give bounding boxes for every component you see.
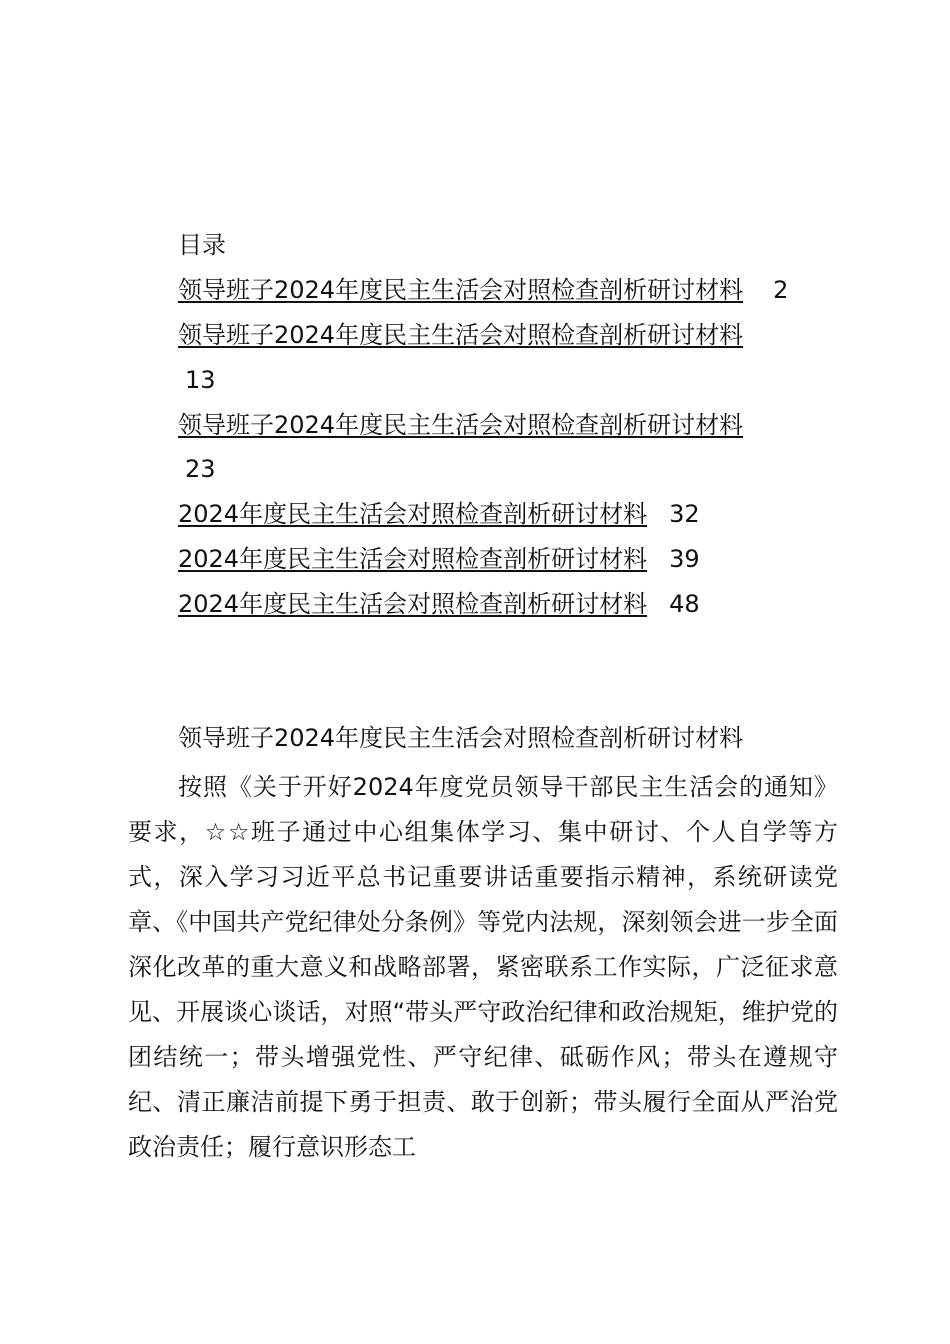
toc-entry-5[interactable] <box>178 543 700 575</box>
toc-page-number: 32 <box>669 500 700 528</box>
toc-entry-text: 2024年度民主生活会对照检查剖析研讨材料 <box>178 500 648 528</box>
toc-page-number: 23 <box>185 455 216 483</box>
toc-entry-2-continued[interactable] <box>128 364 216 396</box>
toc-entry-4[interactable] <box>178 498 700 530</box>
toc-entry-text: 领导班子2024年度民主生活会对照检查剖析研讨材料 <box>178 321 744 349</box>
toc-link-2[interactable] <box>178 321 743 349</box>
toc-link-4[interactable] <box>178 500 700 528</box>
article-title: 领导班子2024年度民主生活会对照检查剖析研讨材料 <box>178 724 744 752</box>
toc-page-number: 13 <box>185 366 216 394</box>
toc-entry-3[interactable] <box>178 409 743 441</box>
toc-entry-text: 领导班子2024年度民主生活会对照检查剖析研讨材料 <box>178 411 744 439</box>
toc-entry-2[interactable] <box>178 319 743 351</box>
toc-link-2-page[interactable] <box>128 366 216 394</box>
toc-entry-1[interactable] <box>178 274 788 306</box>
toc-link-6[interactable] <box>178 590 700 618</box>
toc-link-3-page[interactable] <box>128 455 216 483</box>
toc-entry-text: 领导班子2024年度民主生活会对照检查剖析研讨材料 <box>178 276 744 304</box>
toc-entry-text: 2024年度民主生活会对照检查剖析研讨材料 <box>178 545 648 573</box>
toc-page-number: 2 <box>773 276 789 304</box>
toc-page-number: 48 <box>669 590 700 618</box>
toc-link-1[interactable] <box>178 276 788 304</box>
toc-link-5[interactable] <box>178 545 700 573</box>
toc-entry-6[interactable] <box>178 588 700 620</box>
toc-page-number: 39 <box>669 545 700 573</box>
toc-link-3[interactable] <box>178 411 743 439</box>
toc-entry-text: 2024年度民主生活会对照检查剖析研讨材料 <box>178 590 648 618</box>
toc-heading: 目录 <box>178 231 226 259</box>
article-body <box>128 765 838 1170</box>
article-paragraph: 按照《关于开好2024年度党员领导干部民主生活会的通知》要求，☆☆班子通过中心组集体学习、集中研讨、个人自学等方式，深入学习习近平总书记重要讲话重要指示精神，系统研读党章、《中国共产党纪律处分条例》等党内法规，深刻领会进一步全面深化改革的重大意义和战略部署，紧密联系工作实际，广泛征求意见、开展谈心谈话，对照“带头严守政治纪律和政治规矩，维护党的团结统一；带头增强党性、严守纪律、砥砺作风；带头在遵规守纪、清正廉洁前提下勇于担责、敢于创新；带头履行全面从严治党政治责任；履行意识形态工 <box>128 773 838 1161</box>
toc-entry-3-continued[interactable] <box>128 453 216 485</box>
